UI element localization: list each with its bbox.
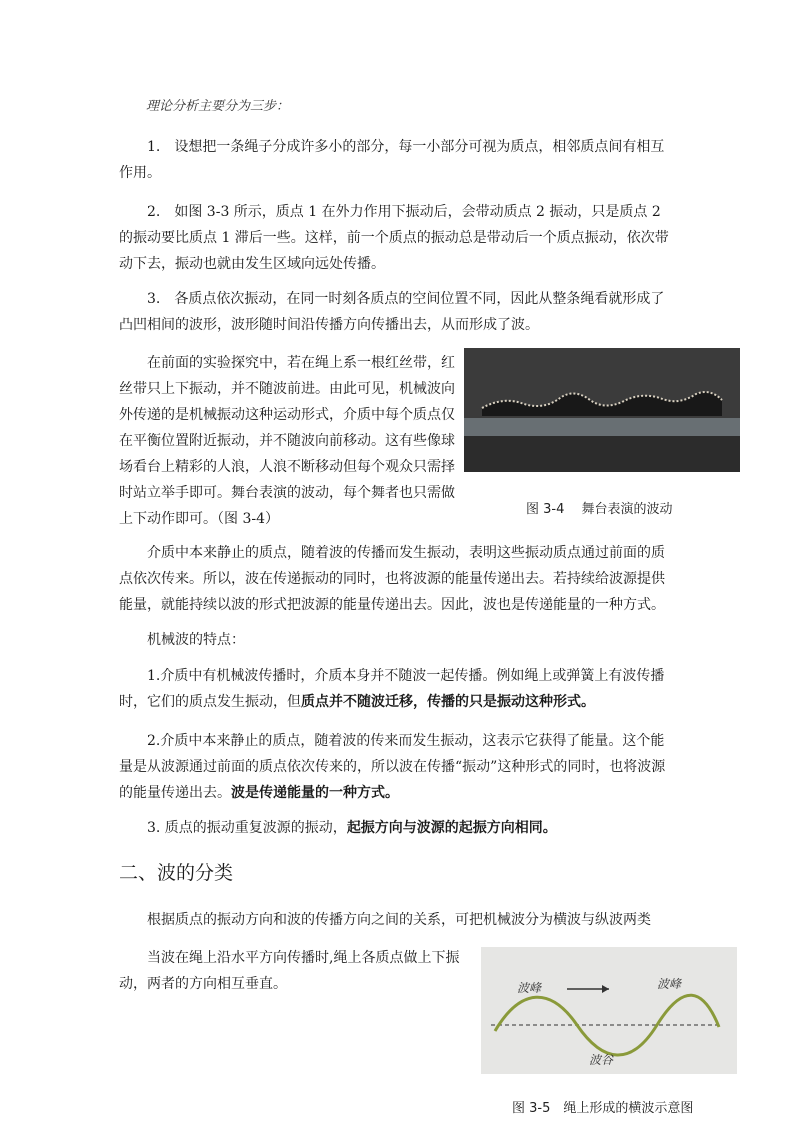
crest-label-1: 波峰 xyxy=(517,981,542,995)
experiment-paragraph: 在前面的实验探究中，若在绳上系一根红丝带，红丝带只上下振动，并不随波前进。由此可见，机械波向外传递的是机械振动这种运动形式，介质中每个质点仅在平衡位置附近振动，并不随波向前移动。这有些像球场看台上精彩的人浪，人浪不断移动但每个观众只需择时站立举手即可。舞台表演的波动，每个舞者也只需做上下动作即可。（图 3-4） xyxy=(119,355,455,527)
trough-label: 波谷 xyxy=(589,1053,614,1067)
feature-1 xyxy=(119,663,677,715)
step-2: 2. 如图 3-3 所示，质点 1 在外力作用下振动后，会带动质点 2 振动，只是质点 2 的振动要比质点 1 滞后一些。这样，前一个质点的振动总是带动后一个质点振动，依次带动下去，振动也就由发生区域向远处传播。 xyxy=(119,204,669,272)
feature-3 xyxy=(119,815,677,841)
feature-1-bold: 质点并不随波迁移，传播的只是振动这种形式。 xyxy=(301,694,595,710)
crest-label-2: 波峰 xyxy=(657,977,682,991)
step-1: 1. 设想把一条绳子分成许多小的部分，每一小部分可视为质点，相邻质点间有相互作用。 xyxy=(119,139,665,181)
transverse-paragraph: 当波在绳上沿水平方向传播时,绳上各质点做上下振动，两者的方向相互垂直。 xyxy=(119,950,460,992)
fig35-caption: 图 3-5 绳上形成的横波示意图 xyxy=(512,1101,694,1116)
feature-2-text: 2.介质中本来静止的质点，随着波的传来而发生振动，这表示它获得了能量。这个能量是从波源通过前面的质点依次传来的，所以波在传播“振动”这种形式的同时，也将波源的能量传递出去。 xyxy=(119,733,666,801)
feature-3-text: 3. 质点的振动重复波源的振动， xyxy=(147,820,347,836)
transverse-wave-figure xyxy=(481,947,737,1074)
section-heading: 二、波的分类 xyxy=(119,862,234,884)
fig34-caption: 图 3-4 舞台表演的波动 xyxy=(526,502,673,517)
features-title: 机械波的特点： xyxy=(147,632,245,648)
energy-paragraph: 介质中本来静止的质点，随着波的传播而发生振动，表明这些振动质点通过前面的质点依次传来。所以，波在传递振动的同时，也将波源的能量传递出去。若持续给波源提供能量，就能持续以波的形式把波源的能量传递出去。因此，波也是传递能量的一种方式。 xyxy=(119,545,665,613)
feature-3-bold: 起振方向与波源的起振方向相同。 xyxy=(346,820,557,836)
intro-text: 理论分析主要分为三步： xyxy=(146,99,290,114)
feature-1-text: 1.介质中有机械波传播时，介质本身并不随波一起传播。例如绳上或弹簧上有波传播时，它们的质点发生振动，但 xyxy=(119,668,665,710)
classify-paragraph: 根据质点的振动方向和波的传播方向之间的关系，可把机械波分为横波与纵波两类 xyxy=(147,912,651,928)
stage-wave-photo xyxy=(464,348,740,472)
feature-2-bold: 波是传递能量的一种方式。 xyxy=(231,785,399,801)
step-3: 3. 各质点依次振动，在同一时刻各质点的空间位置不同，因此从整条绳看就形成了凸凹相间的波形，波形随时间沿传播方向传播出去，从而形成了波。 xyxy=(119,291,665,333)
stage-dancers-illustration xyxy=(464,348,740,472)
feature-2 xyxy=(119,728,677,806)
